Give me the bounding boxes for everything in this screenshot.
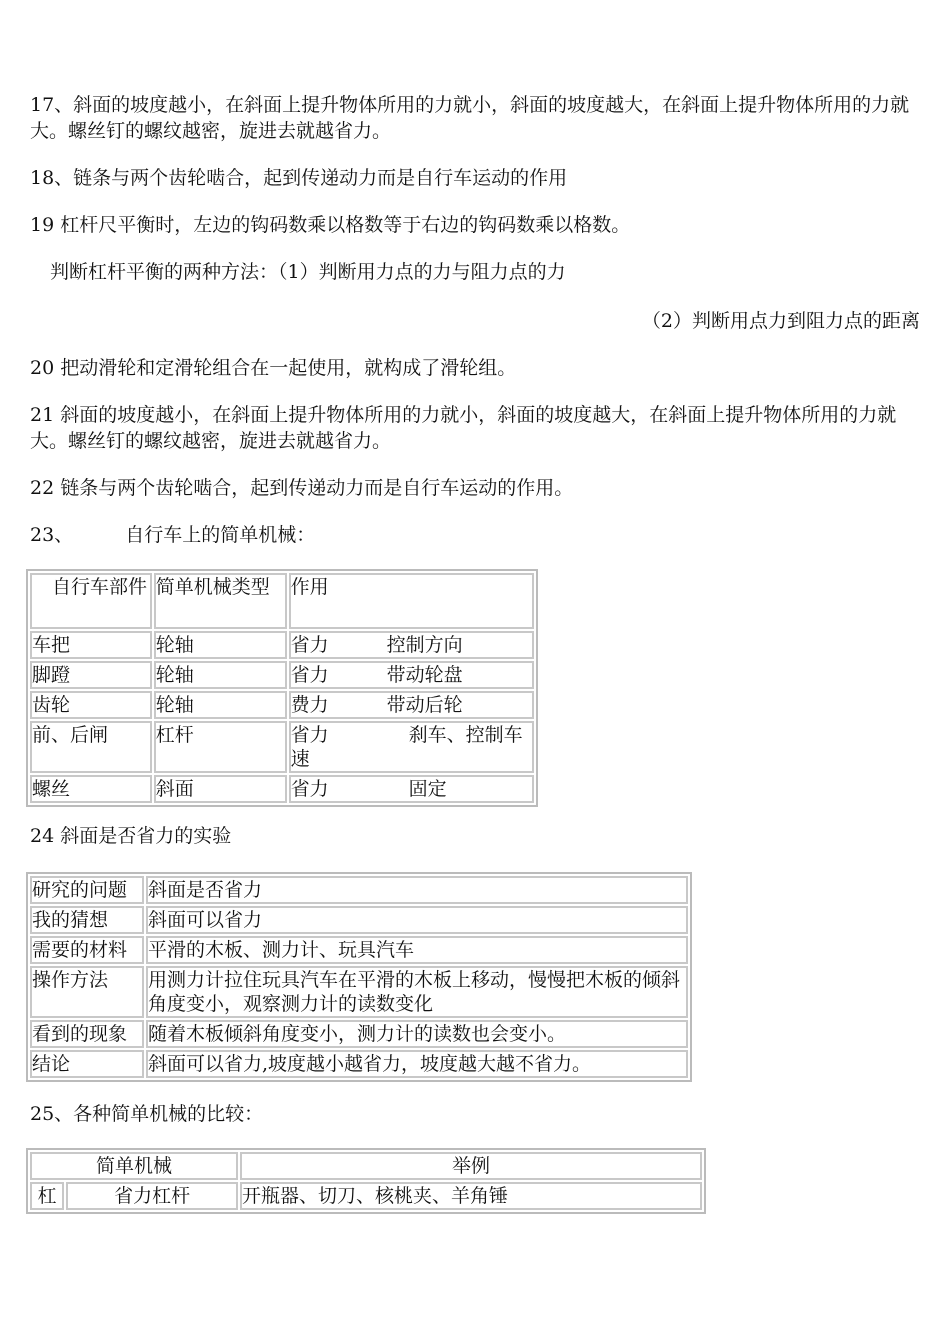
cell-part: 前、后闸 xyxy=(30,721,152,773)
table-row xyxy=(30,876,688,904)
header-example: 举例 xyxy=(240,1152,702,1180)
table-row xyxy=(30,906,688,934)
machine-comparison-table xyxy=(26,1148,706,1214)
paragraph-19-method-2: （2）判断用点力到阻力点的距离 xyxy=(641,310,920,332)
paragraph-20: 20 把动滑轮和定滑轮组合在一起使用，就构成了滑轮组。 xyxy=(30,357,517,379)
cell-label: 操作方法 xyxy=(30,966,144,1018)
table-row xyxy=(30,936,688,964)
paragraph-17: 17、斜面的坡度越小，在斜面上提升物体所用的力就小，斜面的坡度越大，在斜面上提升物体所用的力就大。螺丝钉的螺纹越密，旋进去就越省力。 xyxy=(30,94,910,142)
cell-effect: 省力 控制方向 xyxy=(289,631,534,659)
paragraph-23 xyxy=(30,522,315,548)
table-row xyxy=(30,966,688,1018)
cell-type: 轮轴 xyxy=(154,691,287,719)
cell-value: 斜面可以省力,坡度越小越省力，坡度越大越不省力。 xyxy=(146,1050,688,1078)
header-type: 简单机械类型 xyxy=(154,573,287,629)
table-row xyxy=(30,1050,688,1078)
cell-part: 车把 xyxy=(30,631,152,659)
cell-effect: 省力 带动轮盘 xyxy=(289,661,534,689)
paragraph-23-text: 自行车上的简单机械： xyxy=(125,524,316,546)
cell-value: 斜面可以省力 xyxy=(146,906,688,934)
cell-type: 杠杆 xyxy=(154,721,287,773)
table-row xyxy=(30,1182,702,1210)
bike-machines-table xyxy=(26,569,538,807)
table-row xyxy=(30,631,534,659)
cell-part: 螺丝 xyxy=(30,775,152,803)
paragraph-23-number: 23、 xyxy=(30,524,74,546)
cell-effect: 费力 带动后轮 xyxy=(289,691,534,719)
paragraph-25: 25、各种简单机械的比较： xyxy=(30,1103,264,1125)
cell-effect: 省力 刹车、控制车速 xyxy=(289,721,534,773)
incline-experiment-table xyxy=(26,872,692,1082)
cell-effect: 省力 固定 xyxy=(289,775,534,803)
cell-type: 斜面 xyxy=(154,775,287,803)
cell-part: 脚蹬 xyxy=(30,661,152,689)
cell-value: 随着木板倾斜角度变小，测力计的读数也会变小。 xyxy=(146,1020,688,1048)
table-row xyxy=(30,1020,688,1048)
paragraph-21: 21 斜面的坡度越小，在斜面上提升物体所用的力就小，斜面的坡度越大，在斜面上提升物体所用的力就大。螺丝钉的螺纹越密，旋进去就越省力。 xyxy=(30,404,897,452)
cell-sub: 省力杠杆 xyxy=(66,1182,238,1210)
cell-label: 看到的现象 xyxy=(30,1020,144,1048)
cell-label: 需要的材料 xyxy=(30,936,144,964)
cell-label: 我的猜想 xyxy=(30,906,144,934)
header-effect: 作用 xyxy=(289,573,534,629)
cell-example: 开瓶器、切刀、核桃夹、羊角锤 xyxy=(240,1182,702,1210)
cell-value: 用测力计拉住玩具汽车在平滑的木板上移动，慢慢把木板的倾斜角度变小，观察测力计的读数变化 xyxy=(146,966,688,1018)
paragraph-19-methods: 判断杠杆平衡的两种方法：（1）判断用力点的力与阻力点的力 xyxy=(50,261,566,283)
table-row xyxy=(30,775,534,803)
cell-type: 轮轴 xyxy=(154,661,287,689)
header-machine: 简单机械 xyxy=(30,1152,238,1180)
table-row xyxy=(30,691,534,719)
header-part: 自行车部件 xyxy=(30,573,152,629)
table-header-row xyxy=(30,1152,702,1180)
table-row xyxy=(30,721,534,773)
paragraph-24: 24 斜面是否省力的实验 xyxy=(30,825,232,847)
cell-type: 轮轴 xyxy=(154,631,287,659)
table-row xyxy=(30,661,534,689)
cell-label: 研究的问题 xyxy=(30,876,144,904)
paragraph-19: 19 杠杆尺平衡时，左边的钩码数乘以格数等于右边的钩码数乘以格数。 xyxy=(30,214,631,236)
paragraph-22: 22 链条与两个齿轮啮合，起到传递动力而是自行车运动的作用。 xyxy=(30,477,574,499)
table-header-row xyxy=(30,573,534,629)
cell-value: 斜面是否省力 xyxy=(146,876,688,904)
cell-label: 结论 xyxy=(30,1050,144,1078)
paragraph-18: 18、链条与两个齿轮啮合，起到传递动力而是自行车运动的作用 xyxy=(30,167,568,189)
cell-value: 平滑的木板、测力计、玩具汽车 xyxy=(146,936,688,964)
cell-part: 齿轮 xyxy=(30,691,152,719)
cell-group: 杠 xyxy=(30,1182,64,1210)
